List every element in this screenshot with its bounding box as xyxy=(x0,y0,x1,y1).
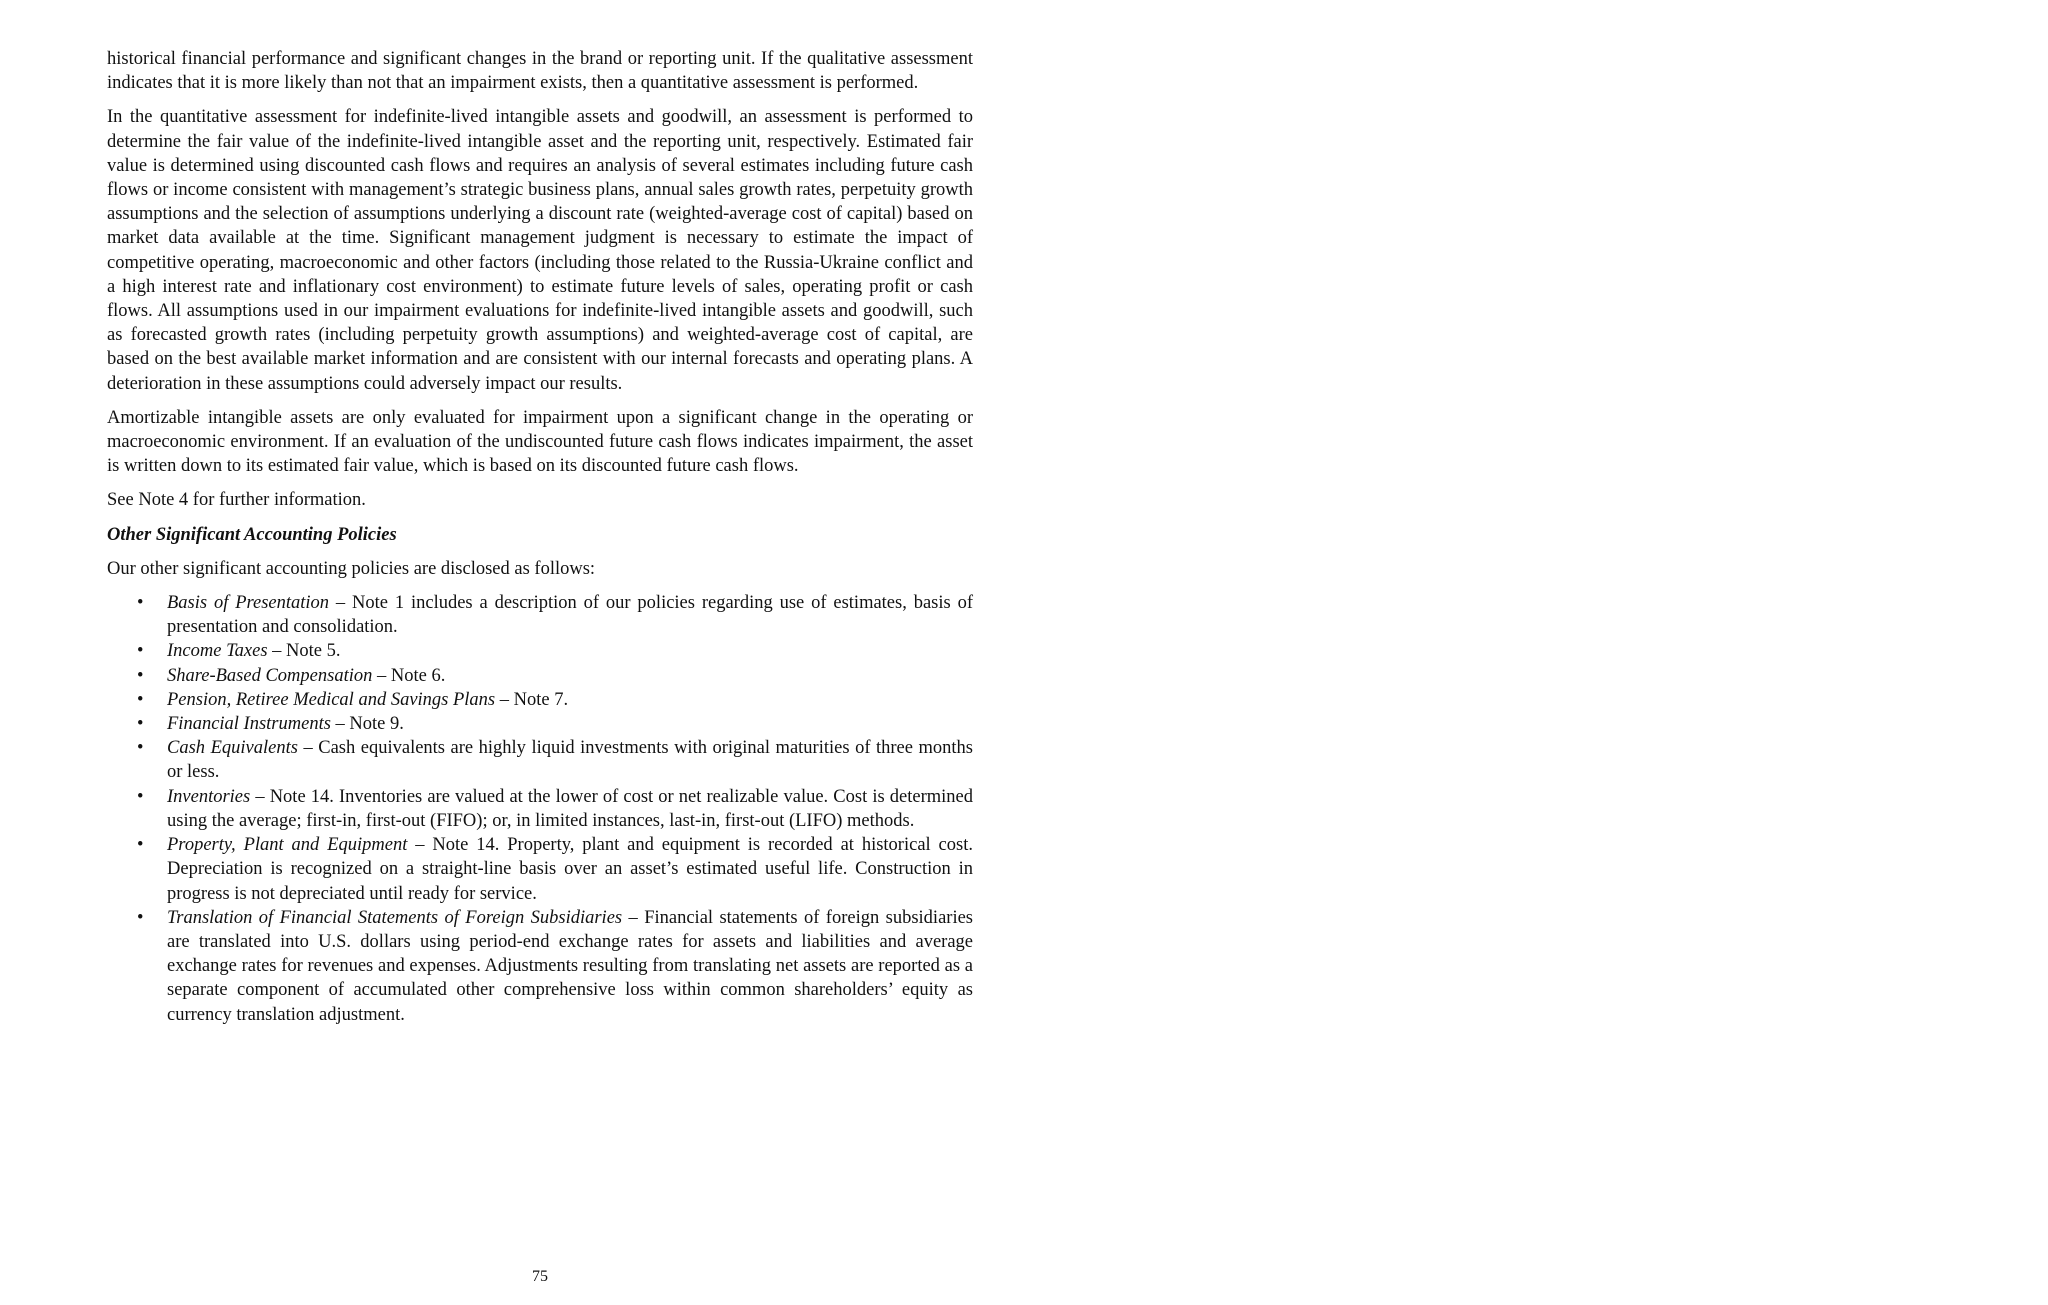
section-heading: Other Significant Accounting Policies xyxy=(107,524,397,545)
page-number: 75 xyxy=(532,1268,548,1285)
bullet-icon: • xyxy=(137,786,144,807)
document-page xyxy=(107,47,973,1027)
list-item xyxy=(107,688,973,712)
policy-text: – Note 5. xyxy=(267,641,341,662)
policy-term: Property, Plant and Equipment xyxy=(167,835,408,856)
bullet-icon: • xyxy=(137,738,144,759)
bullet-icon: • xyxy=(137,835,144,856)
list-item xyxy=(107,833,973,906)
policy-term: Inventories xyxy=(167,786,251,807)
policy-text: – Note 9. xyxy=(330,714,404,735)
policy-text: – Note 14. Property, plant and equipment is recorded at historical cost. Depreciation is recognized on a straight-line basis over an asset’s estimated useful life. Construction in progress is not depreciated until ready for service. xyxy=(167,835,973,904)
policy-text: – Note 7. xyxy=(495,689,569,710)
list-item xyxy=(107,906,973,1027)
bullet-icon: • xyxy=(137,593,144,614)
list-item xyxy=(107,736,973,784)
policy-term: Financial Instruments xyxy=(167,714,331,735)
policy-term: Basis of Presentation xyxy=(167,593,330,614)
policy-text: – Cash equivalents are highly liquid investments with original maturities of three months or less. xyxy=(167,738,973,783)
paragraph-amortizable-assets: Amortizable intangible assets are only evaluated for impairment upon a significant change in the operating or macroeconomic environment. If an evaluation of the undiscounted future cash flows indicates impairment, the asset is written down to its estimated fair value, which is based on its discounted future cash flows. xyxy=(107,407,973,477)
policy-text: – Note 6. xyxy=(372,665,446,686)
bullet-icon: • xyxy=(137,714,144,735)
bullet-icon: • xyxy=(137,689,144,710)
list-item xyxy=(107,712,973,736)
bullet-icon: • xyxy=(137,665,144,686)
bullet-icon: • xyxy=(137,907,144,928)
list-item xyxy=(107,785,973,833)
list-item xyxy=(107,591,973,639)
policy-text: – Note 14. Inventories are valued at the lower of cost or net realizable value. Cost is determined using the average; first-in, first-out (FIFO); or, in limited instances, last-in, first-out (LIFO) methods. xyxy=(167,786,973,831)
policy-term: Translation of Financial Statements of Foreign Subsidiaries xyxy=(167,907,623,928)
policy-term: Share-Based Compensation xyxy=(167,665,373,686)
policy-term: Cash Equivalents xyxy=(167,738,298,759)
policy-term: Pension, Retiree Medical and Savings Plans xyxy=(167,689,496,710)
paragraph-qualitative-assessment: historical financial performance and significant changes in the brand or reporting unit. If the qualitative assessment indicates that it is more likely than not that an impairment exists, then a quantitative assessment is performed. xyxy=(107,49,973,94)
policy-text: – Financial statements of foreign subsidiaries are translated into U.S. dollars using period-end exchange rates for assets and liabilities and average exchange rates for revenues and expenses. Adjustments resulting from translating net assets are reported as a separate component of accumulated other comprehensive loss within common shareholders’ equity as currency translation adjustment. xyxy=(167,907,973,1025)
bullet-icon: • xyxy=(137,641,144,662)
policy-text: – Note 1 includes a description of our policies regarding use of estimates, basis of presentation and consolidation. xyxy=(167,593,973,638)
list-item xyxy=(107,664,973,688)
paragraph-see-note: See Note 4 for further information. xyxy=(107,490,366,511)
policies-list xyxy=(107,591,973,1027)
paragraph-quantitative-assessment: In the quantitative assessment for indefinite-lived intangible assets and goodwill, an assessment is performed to determine the fair value of the indefinite-lived intangible asset and the reporting unit, respectively. Estimated fair value is determined using discounted cash flows and requires an analysis of several estimates including future cash flows or income consistent with management’s strategic business plans, annual sales growth rates, perpetuity growth assumptions and the selection of assumptions underlying a discount rate (weighted-average cost of capital) based on market data available at the time. Significant management judgment is necessary to estimate the impact of competitive operating, macroeconomic and other factors (including those related to the Russia-Ukraine conflict and a high interest rate and inflationary cost environment) to estimate future levels of sales, operating profit or cash flows. All assumptions used in our impairment evaluations for indefinite-lived intangible assets and goodwill, such as forecasted growth rates (including perpetuity growth assumptions) and weighted-average cost of capital, are based on the best available market information and are consistent with our internal forecasts and operating plans. A deterioration in these assumptions could adversely impact our results. xyxy=(107,107,973,394)
policies-intro: Our other significant accounting policies are disclosed as follows: xyxy=(107,558,596,579)
policy-term: Income Taxes xyxy=(167,641,268,662)
list-item xyxy=(107,639,973,663)
